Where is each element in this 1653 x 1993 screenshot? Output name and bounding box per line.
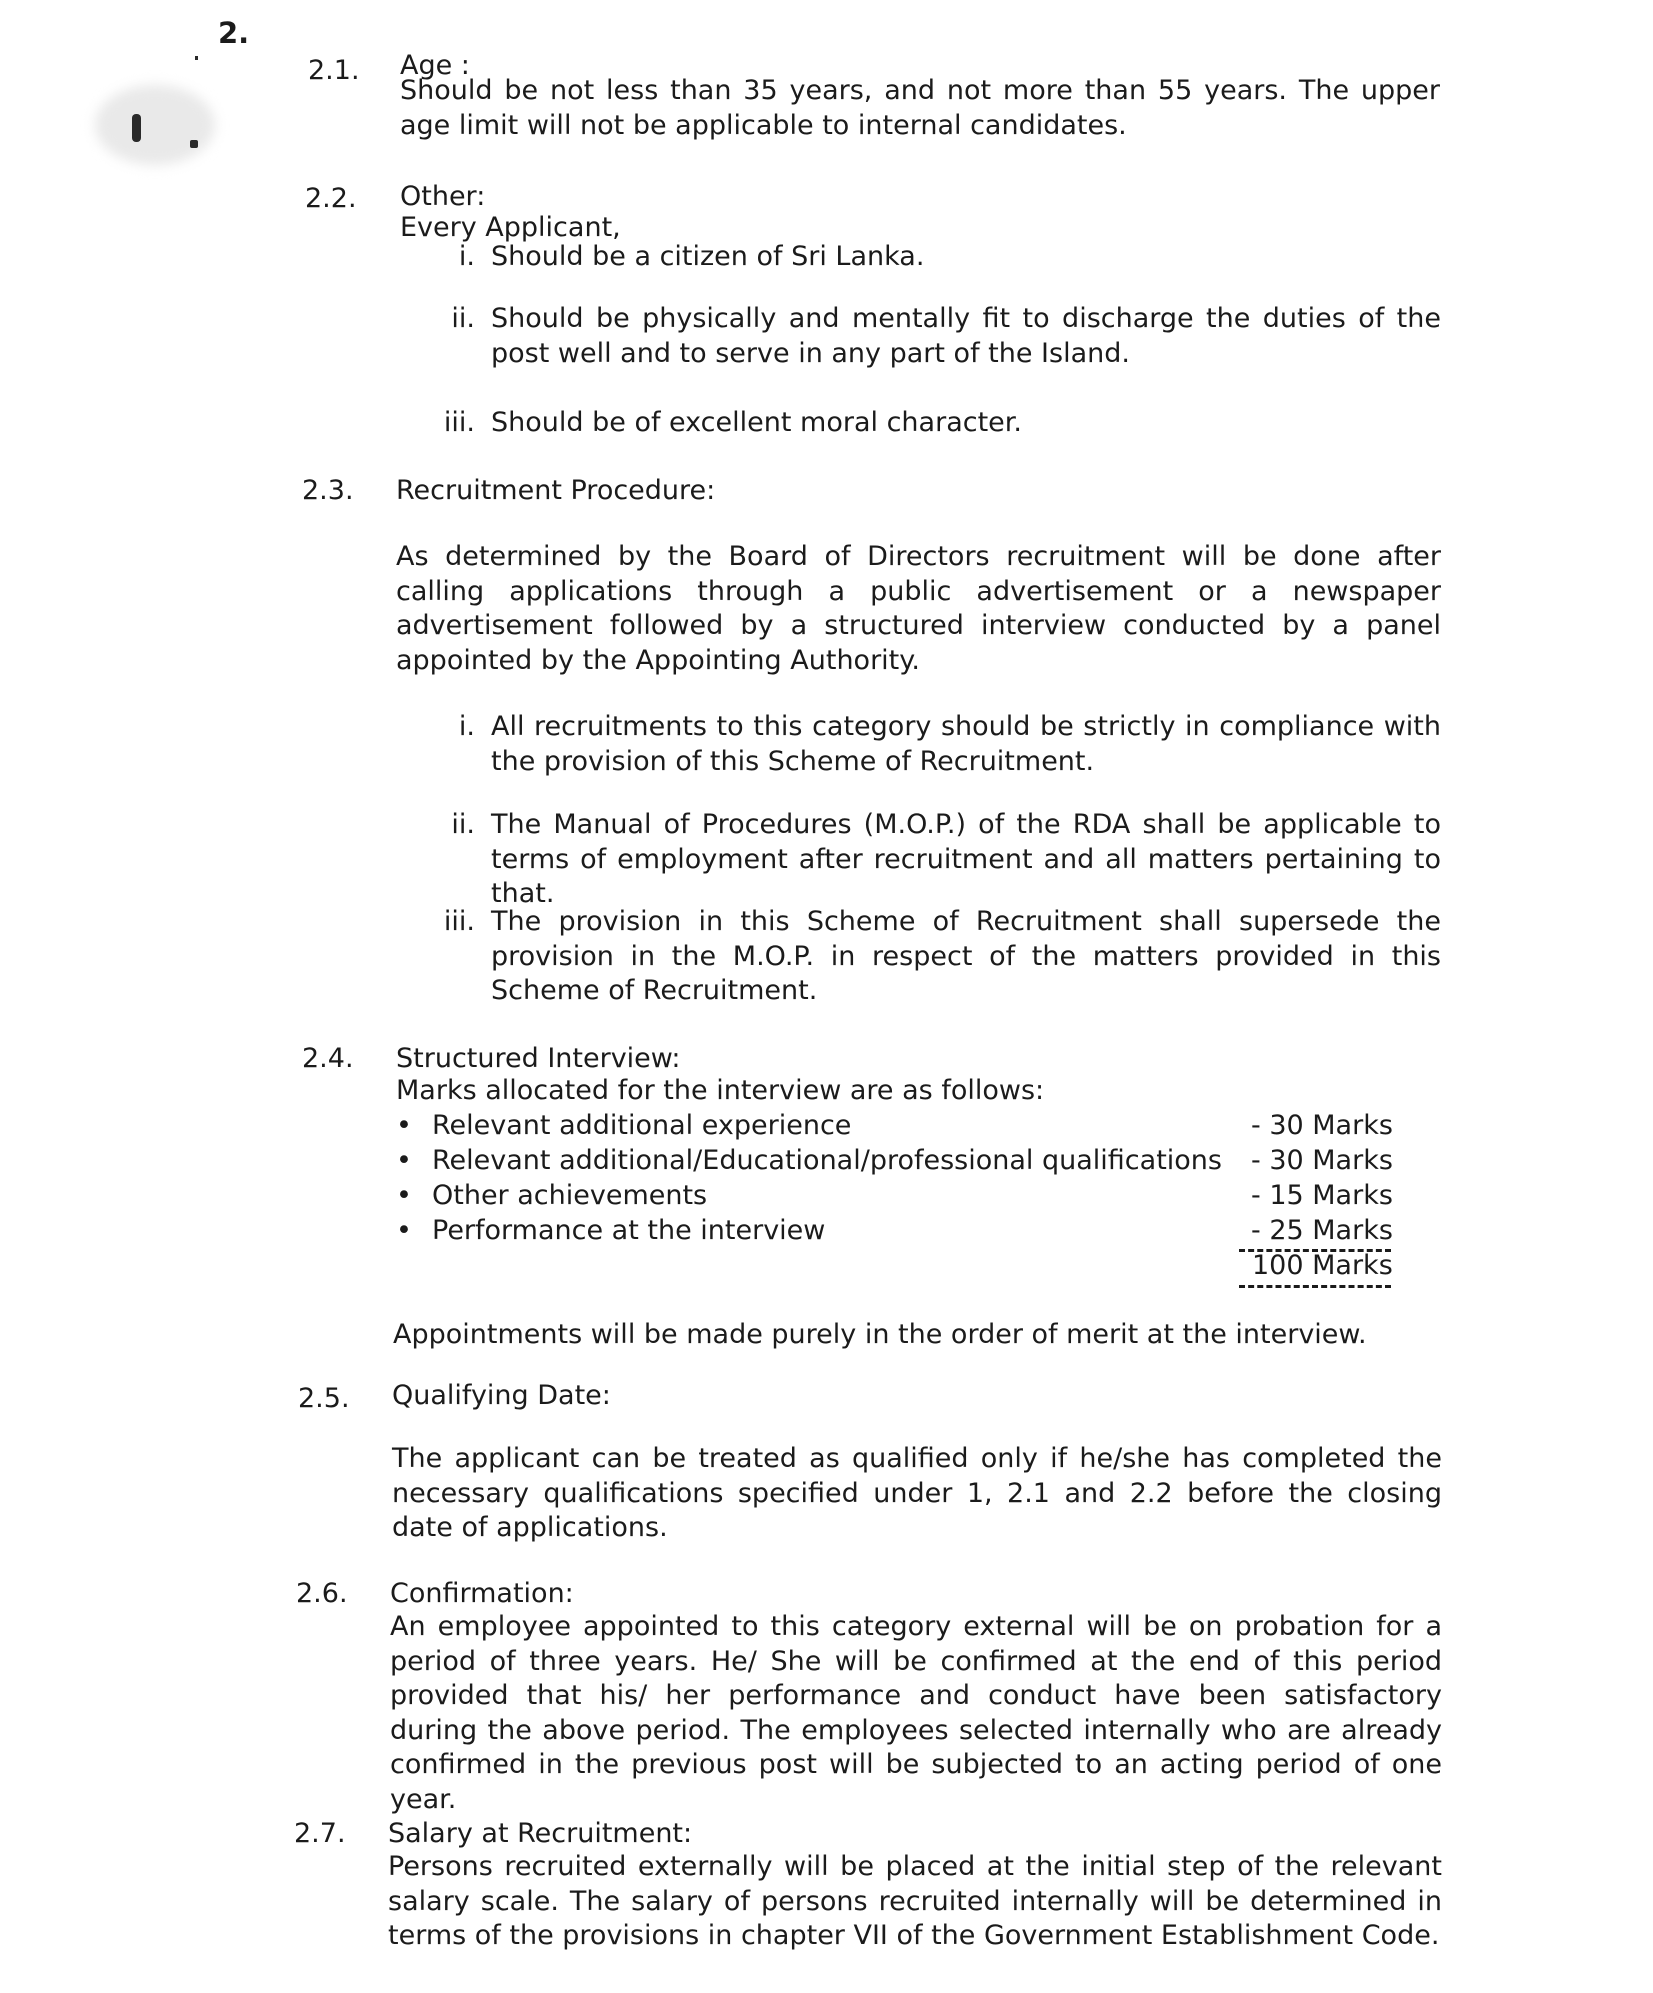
section-title: Other: <box>400 181 486 212</box>
marks-total: 100 Marks <box>1252 1250 1393 1281</box>
item-text: The provision in this Scheme of Recruitment shall supersede the provision in the M.O.P. in respect of the matters provided in this Scheme of Recruitment. <box>491 906 1441 1006</box>
bullet-icon: • <box>396 1215 412 1246</box>
section-note: Appointments will be made purely in the order of merit at the interview. <box>393 1319 1367 1350</box>
bullet-icon: • <box>396 1110 412 1141</box>
section-intro: Every Applicant, <box>400 212 621 243</box>
scan-smudge <box>95 85 215 165</box>
bullet-icon: • <box>396 1180 412 1211</box>
item-text: The Manual of Procedures (M.O.P.) of the RDA shall be applicable to terms of employment after recruitment and all matters pertaining to that. <box>491 809 1441 909</box>
item-text: All recruitments to this category should be strictly in compliance with the provision of this Scheme of Recruitment. <box>491 711 1441 777</box>
scan-mark <box>190 140 198 148</box>
marks-label: Other achievements <box>432 1180 708 1211</box>
item-text: Should be of excellent moral character. <box>491 407 1022 438</box>
section-text: An employee appointed to this category external will be on probation for a period of three years. He/ She will be confirmed at the end of this period provided that his/ her performance and conduct have been satisfactory during the above period. The employees selected internally who are already confirmed in the previous post will be subjected to an acting period of one year. <box>390 1611 1442 1815</box>
scan-mark <box>132 114 141 142</box>
item-number: iii. <box>443 906 475 937</box>
section-number: 2.2. <box>305 183 357 214</box>
section-title: Structured Interview: <box>396 1043 681 1074</box>
section-text: As determined by the Board of Directors recruitment will be done after calling applications through a public advertisement or a newspaper advertisement followed by a structured interview conducted by a panel appointed by the Appointing Authority. <box>396 541 1441 676</box>
scan-mark <box>195 56 198 60</box>
section-number: 2.7. <box>294 1818 346 1849</box>
section-title: Recruitment Procedure: <box>396 475 716 506</box>
section-title: Salary at Recruitment: <box>388 1818 693 1849</box>
bullet-icon: • <box>396 1145 412 1176</box>
section-title: Confirmation: <box>390 1578 574 1609</box>
marks-label: Performance at the interview <box>432 1215 826 1246</box>
item-number: ii. <box>451 809 475 840</box>
section-title: Age : <box>400 50 470 81</box>
chapter-number: 2. <box>218 16 250 50</box>
section-number: 2.5. <box>298 1383 350 1414</box>
marks-label: Relevant additional experience <box>432 1110 852 1141</box>
section-number: 2.1. <box>308 55 360 86</box>
item-number: ii. <box>451 303 475 334</box>
marks-value: - 15 Marks <box>1251 1180 1393 1211</box>
section-intro: Marks allocated for the interview are as follows: <box>396 1075 1045 1106</box>
item-number: i. <box>458 711 475 742</box>
section-text: Should be not less than 35 years, and not more than 55 years. The upper age limit will not be applicable to internal candidates. <box>400 75 1440 141</box>
section-text: The applicant can be treated as qualified only if he/she has completed the necessary qualifications specified under 1, 2.1 and 2.2 before the closing date of applications. <box>392 1443 1442 1543</box>
marks-label: Relevant additional/Educational/professional qualifications <box>432 1145 1222 1176</box>
item-text: Should be physically and mentally fit to discharge the duties of the post well and to serve in any part of the Island. <box>491 303 1441 369</box>
section-text: Persons recruited externally will be placed at the initial step of the relevant salary scale. The salary of persons recruited internally will be determined in terms of the provisions in chapter VII of the Government Establishment Code. <box>388 1851 1442 1951</box>
section-title: Qualifying Date: <box>392 1380 611 1411</box>
marks-value: - 25 Marks <box>1251 1215 1393 1246</box>
marks-value: - 30 Marks <box>1251 1145 1393 1176</box>
section-number: 2.6. <box>296 1578 348 1609</box>
item-number: iii. <box>443 407 475 438</box>
section-number: 2.3. <box>302 475 354 506</box>
item-number: i. <box>458 241 475 272</box>
section-number: 2.4. <box>302 1043 354 1074</box>
marks-value: - 30 Marks <box>1251 1110 1393 1141</box>
total-divider <box>1239 1285 1391 1288</box>
item-text: Should be a citizen of Sri Lanka. <box>491 241 925 272</box>
